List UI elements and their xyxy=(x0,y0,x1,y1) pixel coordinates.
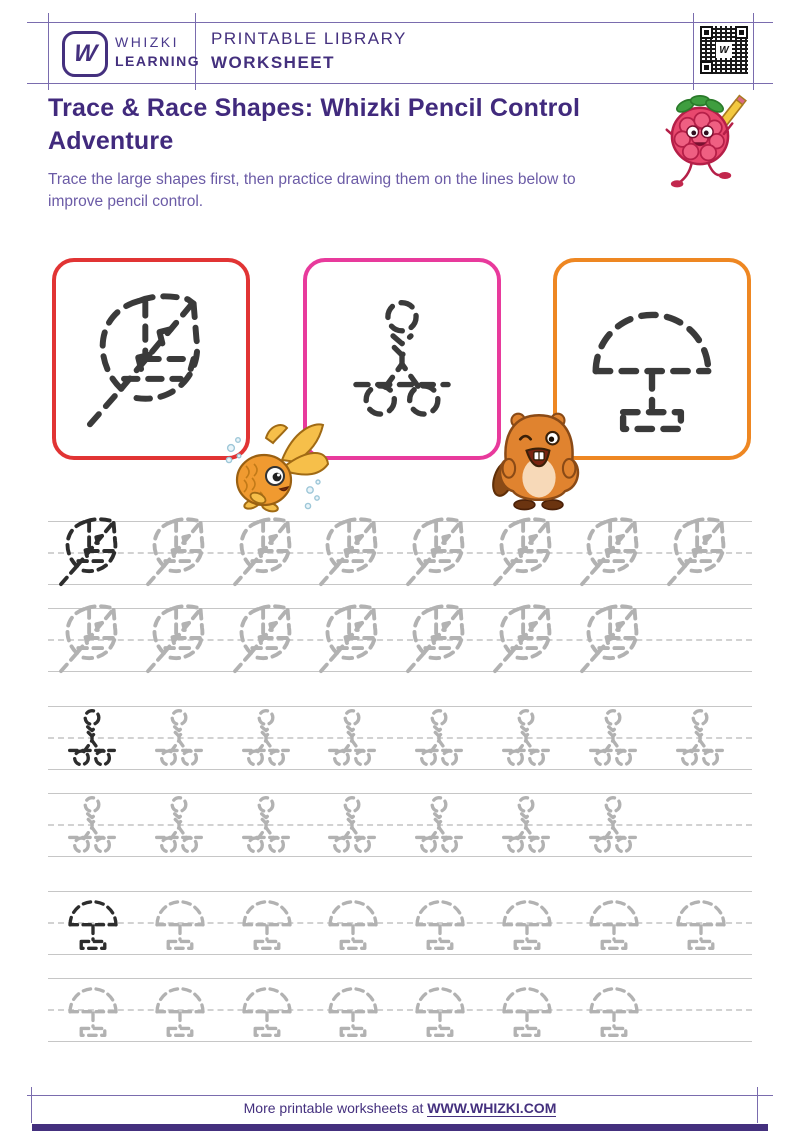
guide-line-bottom xyxy=(48,769,752,770)
trace-shape-leaf xyxy=(490,599,562,677)
whizki-website-link[interactable]: WWW.WHIZKI.COM xyxy=(427,1100,557,1116)
trace-shape-leaf xyxy=(577,599,649,677)
trace-shape-umbrella xyxy=(488,977,566,1039)
shape-cards xyxy=(52,258,752,460)
trace-shape-leaf xyxy=(316,599,388,677)
guide-line-bottom xyxy=(48,954,752,955)
trace-shape-umbrella xyxy=(141,890,219,952)
qr-finder-icon xyxy=(700,26,713,39)
trace-shape-leaf xyxy=(403,599,475,677)
trace-shape-leaf xyxy=(56,599,128,677)
practice-row-4-cherries xyxy=(48,793,752,856)
trace-shape-cherries xyxy=(407,707,471,769)
trace-shape-leaf xyxy=(403,512,475,590)
trace-shape-cherries xyxy=(320,794,384,856)
practice-row-6-umbrella xyxy=(48,978,752,1041)
cherries-trace-shape-large xyxy=(338,295,466,423)
trace-shape-cherries xyxy=(147,707,211,769)
trace-shape-umbrella xyxy=(54,890,132,952)
trace-shape-cherries xyxy=(320,707,384,769)
trace-shape-cherries xyxy=(494,707,558,769)
trace-shape-cherries xyxy=(60,707,124,769)
trace-shape-cherries xyxy=(668,707,732,769)
trace-shape-umbrella xyxy=(401,890,479,952)
trace-shape-leaf xyxy=(316,512,388,590)
printable-library-label: PRINTABLE LIBRARY xyxy=(211,29,407,48)
trace-shape-leaf xyxy=(230,512,302,590)
trace-shape-leaf xyxy=(143,512,215,590)
trace-shape-leaf xyxy=(490,512,562,590)
trace-shape-cherries xyxy=(147,794,211,856)
footer-text xyxy=(0,1100,800,1116)
trace-shape-cherries xyxy=(234,707,298,769)
header-frame-vline-4 xyxy=(753,13,754,90)
qr-center-monogram: W xyxy=(716,42,732,58)
trace-shape-umbrella xyxy=(401,977,479,1039)
brand-wordmark xyxy=(115,34,200,69)
worksheet-label: WORKSHEET xyxy=(211,53,335,72)
qr-code-icon xyxy=(700,26,748,74)
qr-finder-icon xyxy=(735,26,748,39)
raspberry-mascot-illustration xyxy=(652,84,748,188)
qr-finder-icon xyxy=(700,61,713,74)
trace-shape-umbrella xyxy=(54,977,132,1039)
page-title: Trace & Race Shapes: Whizki Pencil Control Adventure xyxy=(48,94,581,155)
practice-row-1-leaf xyxy=(48,521,752,584)
trace-shape-cherries xyxy=(60,794,124,856)
guide-line-bottom xyxy=(48,856,752,857)
trace-shape-cherries xyxy=(581,707,645,769)
trace-shape-umbrella xyxy=(575,977,653,1039)
trace-shape-umbrella xyxy=(662,890,740,952)
logo-monogram: W xyxy=(72,40,98,67)
trace-shape-umbrella xyxy=(575,890,653,952)
beaver-illustration xyxy=(492,408,586,512)
header-frame-vline-3 xyxy=(693,13,694,90)
trace-shape-cherries xyxy=(407,794,471,856)
instructions-text: Trace the large shapes first, then practice drawing them on the lines below to improve pencil control. xyxy=(48,171,576,211)
whizki-logo-icon xyxy=(62,31,108,77)
header-labels xyxy=(211,29,407,73)
practice-row-2-leaf xyxy=(48,608,752,671)
trace-shape-umbrella xyxy=(314,977,392,1039)
trace-shape-umbrella xyxy=(488,890,566,952)
footer-divider-line xyxy=(27,1095,773,1096)
umbrella-trace-shape-large xyxy=(576,286,728,438)
trace-shape-cherries xyxy=(581,794,645,856)
goldfish-illustration xyxy=(220,418,334,518)
practice-row-5-umbrella xyxy=(48,891,752,954)
bottom-accent-bar xyxy=(32,1124,768,1131)
trace-shape-umbrella xyxy=(228,977,306,1039)
trace-shape-leaf xyxy=(56,512,128,590)
trace-shape-umbrella xyxy=(228,890,306,952)
trace-shape-leaf xyxy=(577,512,649,590)
header-frame-vline-1 xyxy=(48,13,49,90)
trace-shape-umbrella xyxy=(141,977,219,1039)
trace-shape-leaf xyxy=(230,599,302,677)
header-frame-top-line xyxy=(27,22,773,23)
trace-shape-leaf xyxy=(664,512,736,590)
trace-shape-cherries xyxy=(494,794,558,856)
trace-shape-umbrella xyxy=(314,890,392,952)
trace-shape-cherries xyxy=(234,794,298,856)
practice-row-3-cherries xyxy=(48,706,752,769)
trace-shape-leaf xyxy=(143,599,215,677)
leaf-trace-shape-large xyxy=(80,288,222,430)
footer-label: More printable worksheets at xyxy=(243,1100,428,1116)
brand-top-label: WHIZKI xyxy=(115,34,179,50)
guide-line-bottom xyxy=(48,1041,752,1042)
brand-bottom-label: LEARNING xyxy=(115,53,201,69)
